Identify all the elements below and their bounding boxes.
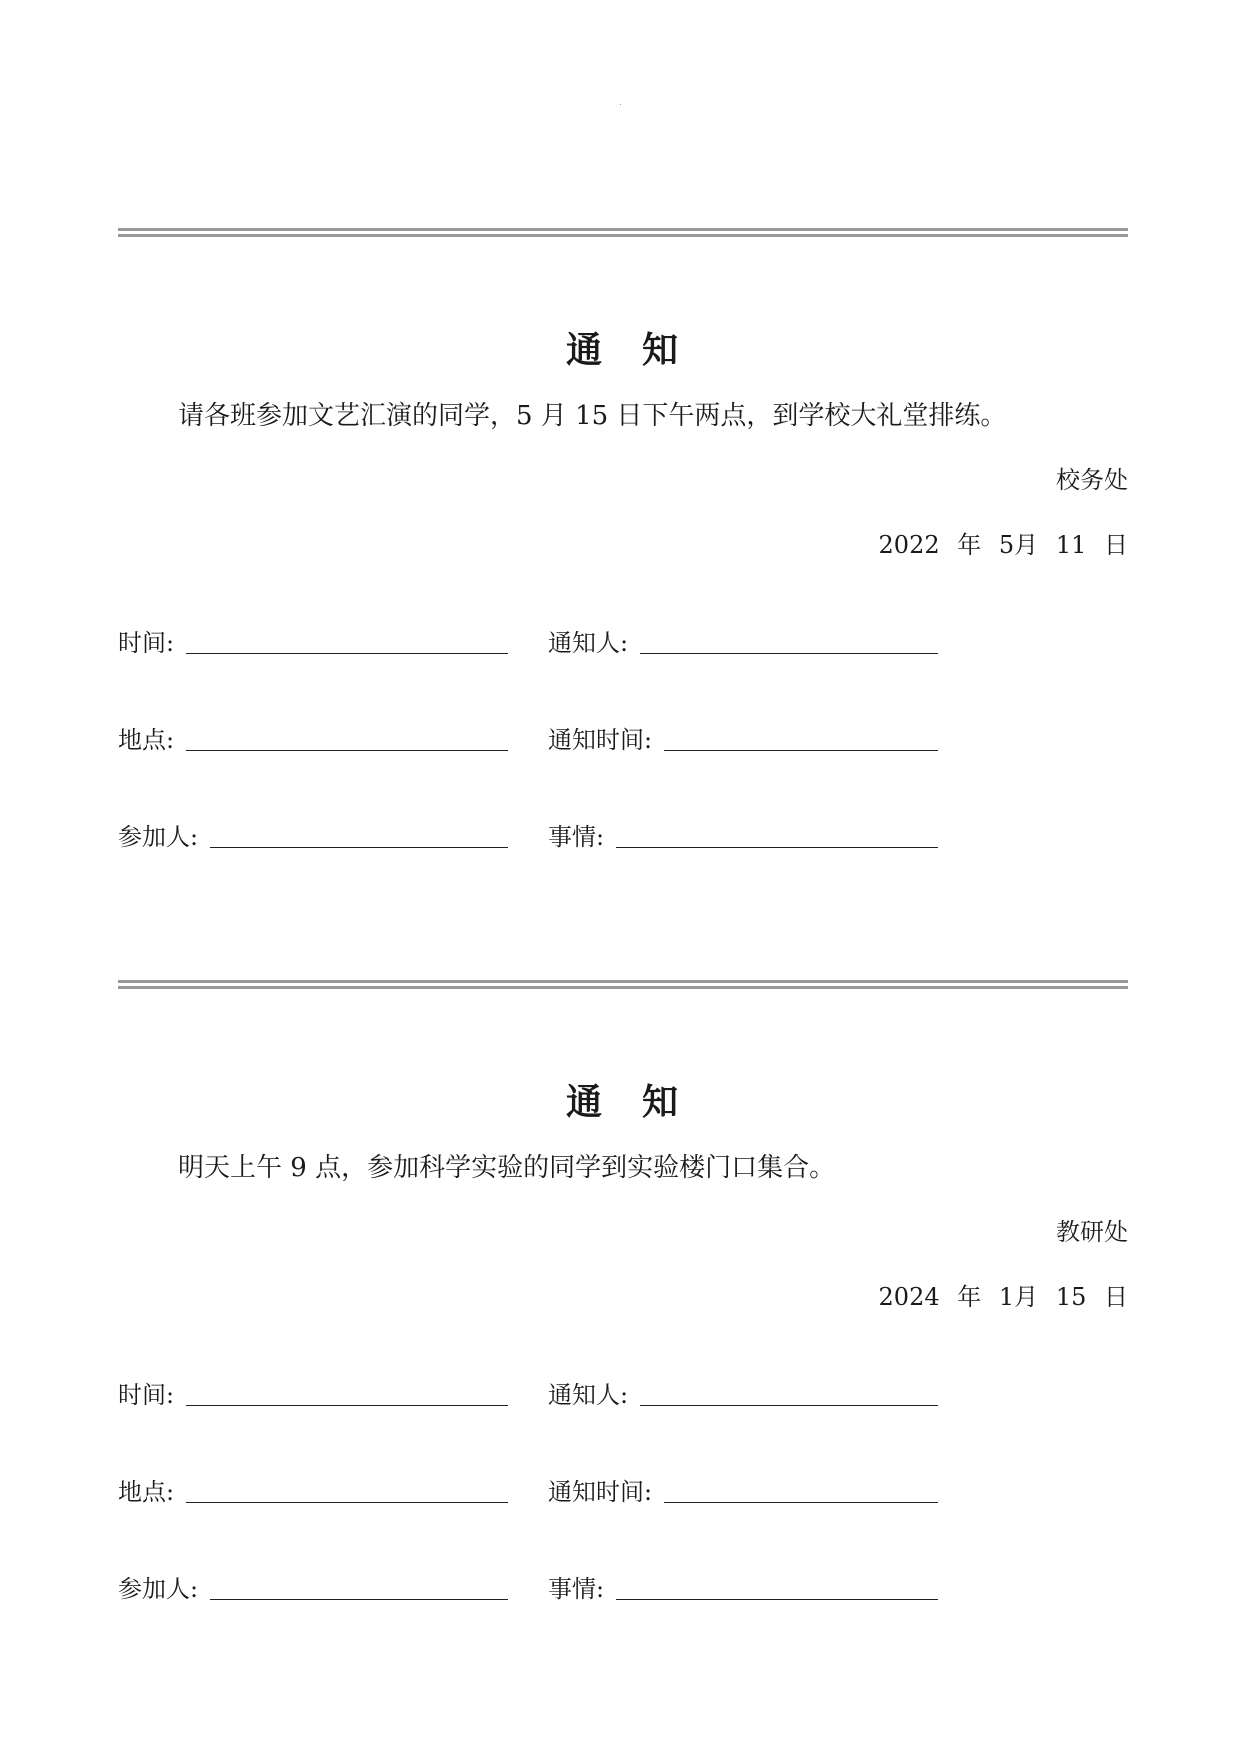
notice-date	[879, 525, 1128, 560]
notice-body: 明天上午 9 点，参加科学实验的同学到实验楼门口集合。	[178, 1153, 836, 1183]
date-month: 1月	[998, 1283, 1039, 1311]
place-field[interactable]	[118, 1472, 508, 1507]
participants-label: 参加人:	[118, 1575, 199, 1603]
notify-time-blank[interactable]	[664, 749, 938, 751]
participants-label: 参加人:	[118, 823, 199, 851]
time-blank[interactable]	[186, 652, 508, 654]
date-month: 5月	[998, 531, 1039, 559]
date-year-unit: 年	[957, 531, 982, 559]
notice-body: 请各班参加文艺汇演的同学，5 月 15 日下午两点，到学校大礼堂排练。	[178, 401, 1007, 431]
matter-field[interactable]	[548, 1569, 938, 1604]
date-day: 15	[1055, 1283, 1087, 1311]
notifier-field[interactable]	[548, 623, 938, 658]
notice-1	[118, 0, 1128, 851]
matter-label: 事情:	[548, 1575, 605, 1603]
date-year-unit: 年	[957, 1283, 982, 1311]
notice-issuer: 校务处	[1056, 466, 1128, 494]
date-year: 2024	[878, 1283, 940, 1311]
date-day: 11	[1055, 531, 1087, 559]
place-blank[interactable]	[186, 1501, 508, 1503]
notifier-label: 通知人:	[548, 1381, 629, 1409]
notice-issuer: 教研处	[1056, 1218, 1128, 1246]
double-rule-divider	[118, 228, 1128, 237]
time-blank[interactable]	[186, 1404, 508, 1406]
notifier-label: 通知人:	[548, 629, 629, 657]
place-blank[interactable]	[186, 749, 508, 751]
notify-time-field[interactable]	[548, 720, 938, 755]
place-label: 地点:	[118, 726, 175, 754]
matter-blank[interactable]	[616, 1598, 938, 1600]
double-rule-divider	[118, 980, 1128, 989]
notify-time-blank[interactable]	[664, 1501, 938, 1503]
notifier-blank[interactable]	[640, 1404, 938, 1406]
notify-time-label: 通知时间:	[548, 1478, 653, 1506]
time-field[interactable]	[118, 1375, 508, 1410]
participants-blank[interactable]	[210, 1598, 508, 1600]
notice-title: 通 知	[565, 330, 680, 371]
notifier-blank[interactable]	[640, 652, 938, 654]
time-label: 时间:	[118, 1381, 175, 1409]
notice-2	[118, 752, 1128, 1603]
date-day-unit: 日	[1104, 531, 1128, 559]
notifier-field[interactable]	[548, 1375, 938, 1410]
notify-time-label: 通知时间:	[548, 726, 653, 754]
matter-label: 事情:	[548, 823, 605, 851]
notify-time-field[interactable]	[548, 1472, 938, 1507]
notice-date	[879, 1277, 1128, 1312]
notice-title: 通 知	[565, 1082, 680, 1123]
place-label: 地点:	[118, 1478, 175, 1506]
participants-field[interactable]	[118, 1569, 508, 1604]
time-field[interactable]	[118, 623, 508, 658]
time-label: 时间:	[118, 629, 175, 657]
place-field[interactable]	[118, 720, 508, 755]
date-day-unit: 日	[1104, 1283, 1128, 1311]
date-year: 2022	[878, 531, 940, 559]
